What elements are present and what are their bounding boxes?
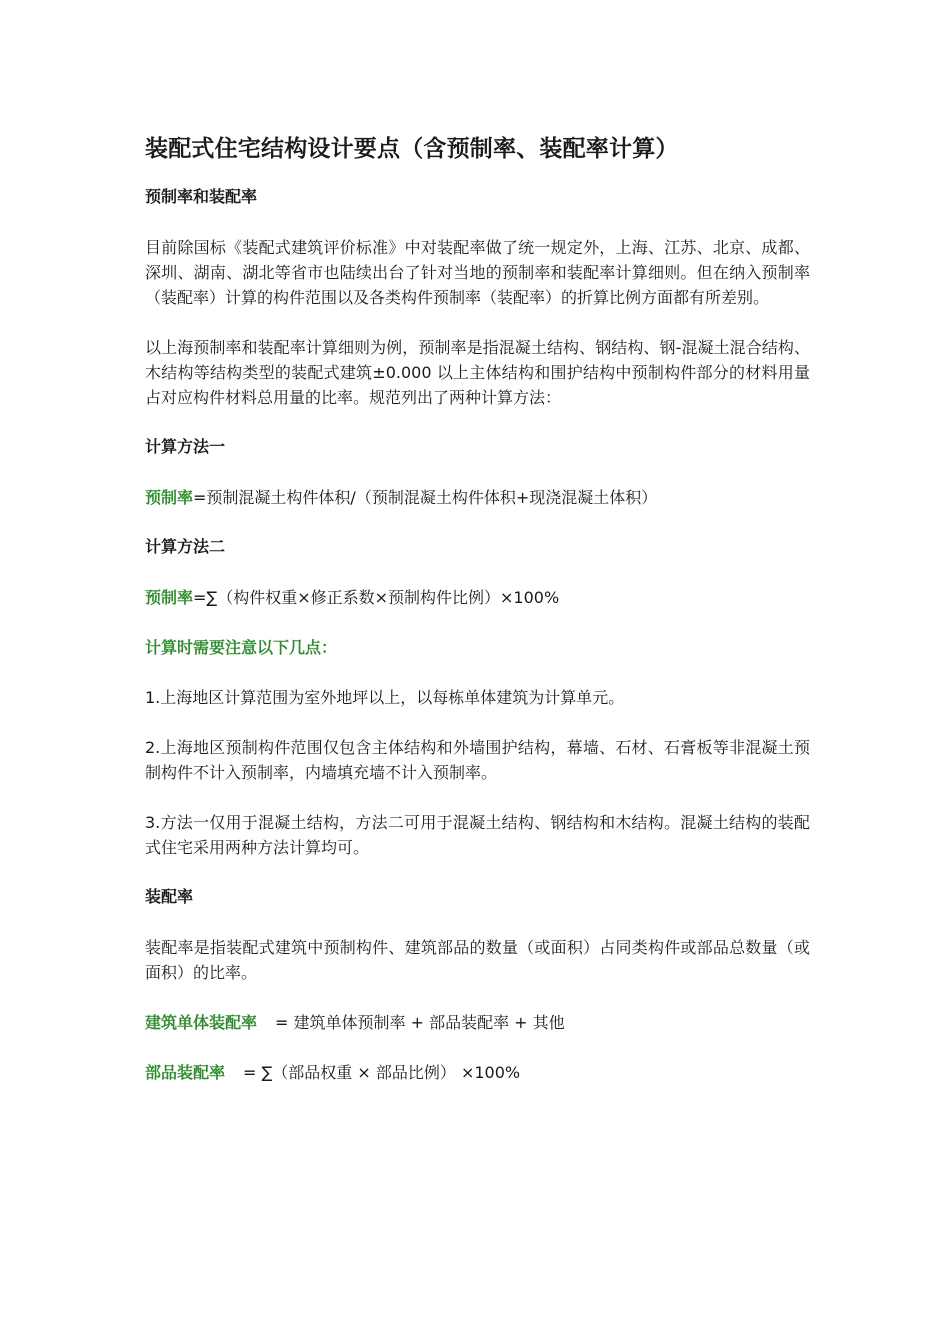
document-page: [145, 132, 810, 1110]
section-heading-prefab-assembly: 预制率和装配率: [145, 187, 258, 206]
method-one-heading: 计算方法一: [145, 437, 226, 456]
paragraph-intro: 目前除国标《装配式建筑评价标准》中对装配率做了统一规定外，上海、江苏、北京、成都、深圳、湖南、湖北等省市也陆续出台了针对当地的预制率和装配率计算细则。但在纳入预制率（装配率）计算的构件范围以及各类构件预制率（装配率）的折算比例方面都有所差别。: [145, 238, 810, 307]
component-assembly-rate-expression: = ∑（部品权重 × 部品比例） ×100%: [243, 1063, 521, 1082]
building-assembly-rate-label: 建筑单体装配率: [145, 1013, 258, 1032]
component-assembly-rate-label: 部品装配率: [145, 1063, 226, 1082]
notes-heading: 计算时需要注意以下几点：: [145, 638, 338, 657]
note-item-2: 2.上海地区预制构件范围仅包含主体结构和外墙围护结构，幕墙、石材、石膏板等非混凝土预制构件不计入预制率，内墙填充墙不计入预制率。: [145, 738, 810, 782]
section-heading-assembly-rate: 装配率: [145, 887, 194, 906]
document-title: 装配式住宅结构设计要点（含预制率、装配率计算）: [145, 136, 679, 162]
method-two-expression: =∑（构件权重×修正系数×预制构件比例）×100%: [193, 588, 560, 607]
building-assembly-rate-expression: = 建筑单体预制率 + 部品装配率 + 其他: [275, 1013, 565, 1032]
note-item-1: 1.上海地区计算范围为室外地坪以上，以每栋单体建筑为计算单元。: [145, 688, 625, 707]
paragraph-shanghai-example: 以上海预制率和装配率计算细则为例，预制率是指混凝土结构、钢结构、钢-混凝土混合结构、木结构等结构类型的装配式建筑±0.000 以上主体结构和围护结构中预制构件部分的材料用量占对应构件材料总用量的比率。规范列出了两种计算方法：: [145, 338, 810, 407]
note-item-3: 3.方法一仅用于混凝土结构，方法二可用于混凝土结构、钢结构和木结构。混凝土结构的装配式住宅采用两种方法计算均可。: [145, 813, 810, 857]
method-two-heading: 计算方法二: [145, 537, 226, 556]
method-two-formula: [145, 585, 810, 610]
method-two-label: 预制率: [145, 588, 194, 607]
method-one-expression: =预制混凝土构件体积/（预制混凝土构件体积+现浇混凝土体积）: [193, 488, 658, 507]
component-assembly-rate-formula: [145, 1060, 810, 1085]
method-one-formula: [145, 485, 810, 510]
building-assembly-rate-formula: [145, 1010, 810, 1035]
method-one-label: 预制率: [145, 488, 194, 507]
paragraph-assembly-rate-definition: 装配率是指装配式建筑中预制构件、建筑部品的数量（或面积）占同类构件或部品总数量（或面积）的比率。: [145, 938, 810, 982]
